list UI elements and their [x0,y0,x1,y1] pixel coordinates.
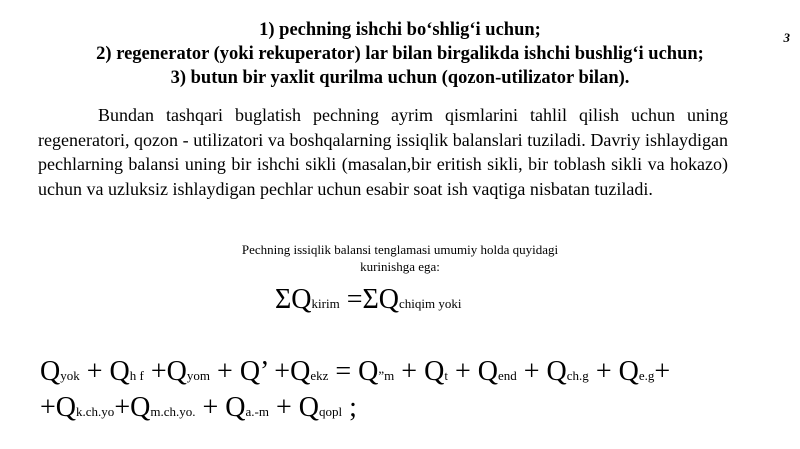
formula-subscript: end [497,368,517,383]
heading-item-2: 2) regenerator (yoki rekuperator) lar bilan birgalikda ishchi bushlig‘i uchun; [96,44,704,64]
body-paragraph: Bundan tashqari buglatish pechning ayrim qismlarini tahlil qilish uchun uning regeneratori, qozon - utilizatori va boshqalarning issiqlik balanslari tuziladi. Davriy ishlaydigan pechlarning balansi uning bir ishchi sikli (masalan,bir eritish sikli, bir toblash sikli va hokazo) uchun va uzluksiz ishlaydigan pechlar uchun esabir soat ish vaqtiga nisbatan tuziladi. [38,105,728,199]
formula-subscript: ekz [310,368,329,383]
formula-term: Q [298,392,320,423]
formula-subscript: k.ch.yo [76,404,115,419]
equals-sign: = [339,284,363,315]
heading-item-3: 3) butun bir yaxlit qurilma uchun (qozon-utilizator bilan). [170,68,630,88]
formula-subscript: e.g [638,368,655,383]
formula-term: + [654,356,671,387]
formula-subscript: qopl [319,404,343,419]
formula-term: Q [166,356,187,387]
sum-symbol-out: ΣQ [362,284,400,315]
formula-term: + [143,356,167,387]
formula-term: Q [546,356,567,387]
formula-term: + [114,392,131,423]
formula-term: Q [225,392,246,423]
page-number: 3 [783,30,790,45]
subscript-in: kirim [311,296,340,311]
formula-term: ; [342,392,357,423]
formula-term: + [447,356,478,387]
formula-subscript: yok [60,368,80,383]
balance-equation-line-1 [40,355,670,393]
formula-term: + [267,356,291,387]
formula-term: + [268,392,299,423]
formula-term: Q [109,356,130,387]
formula-term: = [328,356,359,387]
sum-symbol-in: ΣQ [275,284,312,315]
formula-term: + [210,356,240,387]
formula-term: Q [40,356,61,387]
formula-term: + [588,356,619,387]
formula-subscript: yom [186,368,211,383]
formula-term: Q [424,356,445,387]
formula-term: + [394,356,425,387]
formula-term: Q [55,392,77,423]
formula-term: + [195,392,226,423]
caption-line-2: kurinishga ega: [360,259,440,274]
subscript-out: chiqim yoki [399,296,462,311]
formula-term: + [79,356,110,387]
formula-term: Q [358,356,379,387]
formula-subscript: h f [129,368,144,383]
formula-term: + [516,356,547,387]
formula-term: + [40,392,56,423]
heading-item-1: 1) pechning ishchi bo‘shlig‘i uchun; [259,20,541,40]
formula-subscript: t [444,368,448,383]
balance-equation-line-2 [40,391,357,429]
formula-term: Q [618,356,639,387]
formula-subscript: a.-m [245,404,269,419]
formula-term: Q [477,356,498,387]
balance-equation-sum [275,284,462,320]
formula-term: Q’ [239,356,268,387]
formula-subscript: ”m [378,368,395,383]
formula-term: Q [290,356,311,387]
caption-line-1: Pechning issiqlik balansi tenglamasi umumiy holda quyidagi [241,242,559,257]
formula-term: Q [130,392,151,423]
formula-subscript: ch.g [566,368,589,383]
formula-subscript: m.ch.yo. [150,404,196,419]
